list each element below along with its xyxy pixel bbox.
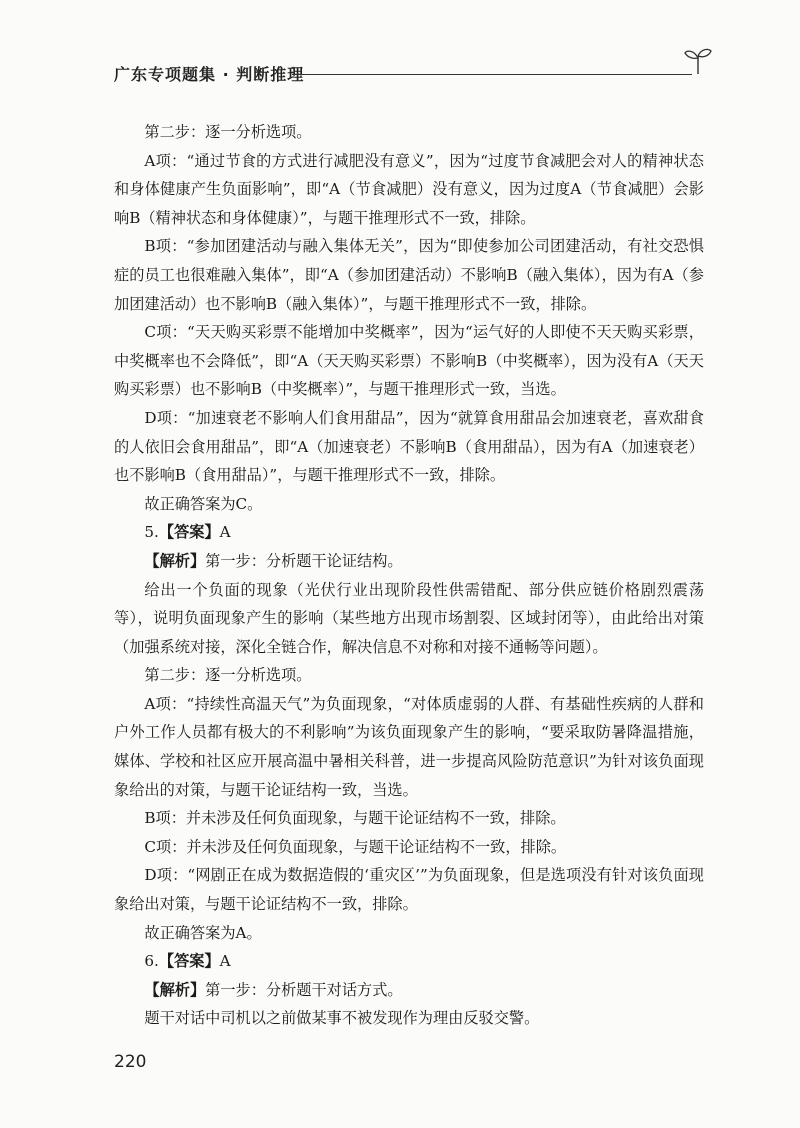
paragraph: 故正确答案为C。 [144,494,263,513]
running-header [114,52,714,88]
paragraph: B项：并未涉及任何负面现象，与题干论证结构不一致，排除。 [144,809,566,828]
page-number: 220 [114,1052,147,1072]
analysis-step: 第一步：分析题干对话方式。 [205,980,403,999]
q5-analysis-line [114,547,704,576]
answer-value: A [219,952,231,971]
paragraph: A项：“持续性高温天气”为负面现象，“对体质虚弱的人群、有基础性疾病的人群和户外工作人员都有极大的不利影响”为该负面现象产生的影响，“要采取防暑降温措施，媒体、学校和社区应开展高温中暑相关科普，进一步提高风险防范意识”为针对该负面现象给出的对策，与题干论证结构一致，当选。 [114,694,704,799]
analysis-label: 【解析】 [144,551,206,570]
paragraph: D项：“加速衰老不影响人们食用甜品”，因为“就算食用甜品会加速衰老，喜欢甜食的人依旧会食用甜品”，即“A（加速衰老）不影响B（食用甜品），因为有A（加速衰老）也不影响B（食用甜品）”，与题干推理形式不一致，排除。 [114,408,704,485]
paragraph: 题干对话中司机以之前做某事不被发现作为理由反驳交警。 [144,1009,540,1028]
paragraph: B项：“参加团建活动与融入集体无关”，因为“即使参加公司团建活动，有社交恐惧症的员工也很难融入集体”，即“A（参加团建活动）不影响B（融入集体），因为有A（参加团建活动）也不影响B（融入集体）”，与题干推理形式不一致，排除。 [114,237,704,313]
question-number: 6. [144,952,159,971]
analysis-label: 【解析】 [144,980,206,999]
q6-answer-line [114,947,704,976]
paragraph: A项：“通过节食的方式进行减肥没有意义”，因为“过度节食减肥会对人的精神状态和身体健康产生负面影响”，即“A（节食减肥）没有意义，因为过度A（节食减肥）会影响B（精神状态和身体健康）”，与题干推理形式不一致，排除。 [114,151,704,227]
header-rule [292,74,692,75]
paragraph: 故正确答案为A。 [144,923,262,942]
paragraph: 第二步：逐一分析选项。 [144,123,312,141]
header-title: 广东专项题集 · 判断推理 [114,65,305,84]
question-number: 5. [144,523,159,542]
sprout-icon [682,44,714,76]
page-body [114,118,704,1033]
paragraph: C项：“天天购买彩票不能增加中奖概率”，因为“运气好的人即使不天天购买彩票，中奖概率也不会降低”，即“A（天天购买彩票）不影响B（中奖概率），因为没有A（天天购买彩票）也不影响B（中奖概率）”，与题干推理形式一致，当选。 [114,323,704,399]
paragraph: C项：并未涉及任何负面现象，与题干论证结构不一致，排除。 [144,837,567,856]
paragraph: 第二步：逐一分析选项。 [144,666,312,685]
analysis-step: 第一步：分析题干论证结构。 [205,551,403,570]
q6-analysis-line [114,976,704,1005]
answer-label: 【答案】 [158,952,220,971]
answer-value: A [219,523,231,542]
answer-label: 【答案】 [158,523,220,542]
paragraph: 给出一个负面的现象（光伏行业出现阶段性供需错配、部分供应链价格剧烈震荡等），说明负面现象产生的影响（某些地方出现市场割裂、区域封闭等），由此给出对策（加强系统对接，深化全链合作，解决信息不对称和对接不通畅等问题）。 [114,580,704,656]
q5-answer-line [114,518,704,547]
paragraph: D项：“网剧正在成为数据造假的‘重灾区’”为负面现象，但是选项没有针对该负面现象给出对策，与题干论证结构不一致，排除。 [114,866,704,914]
